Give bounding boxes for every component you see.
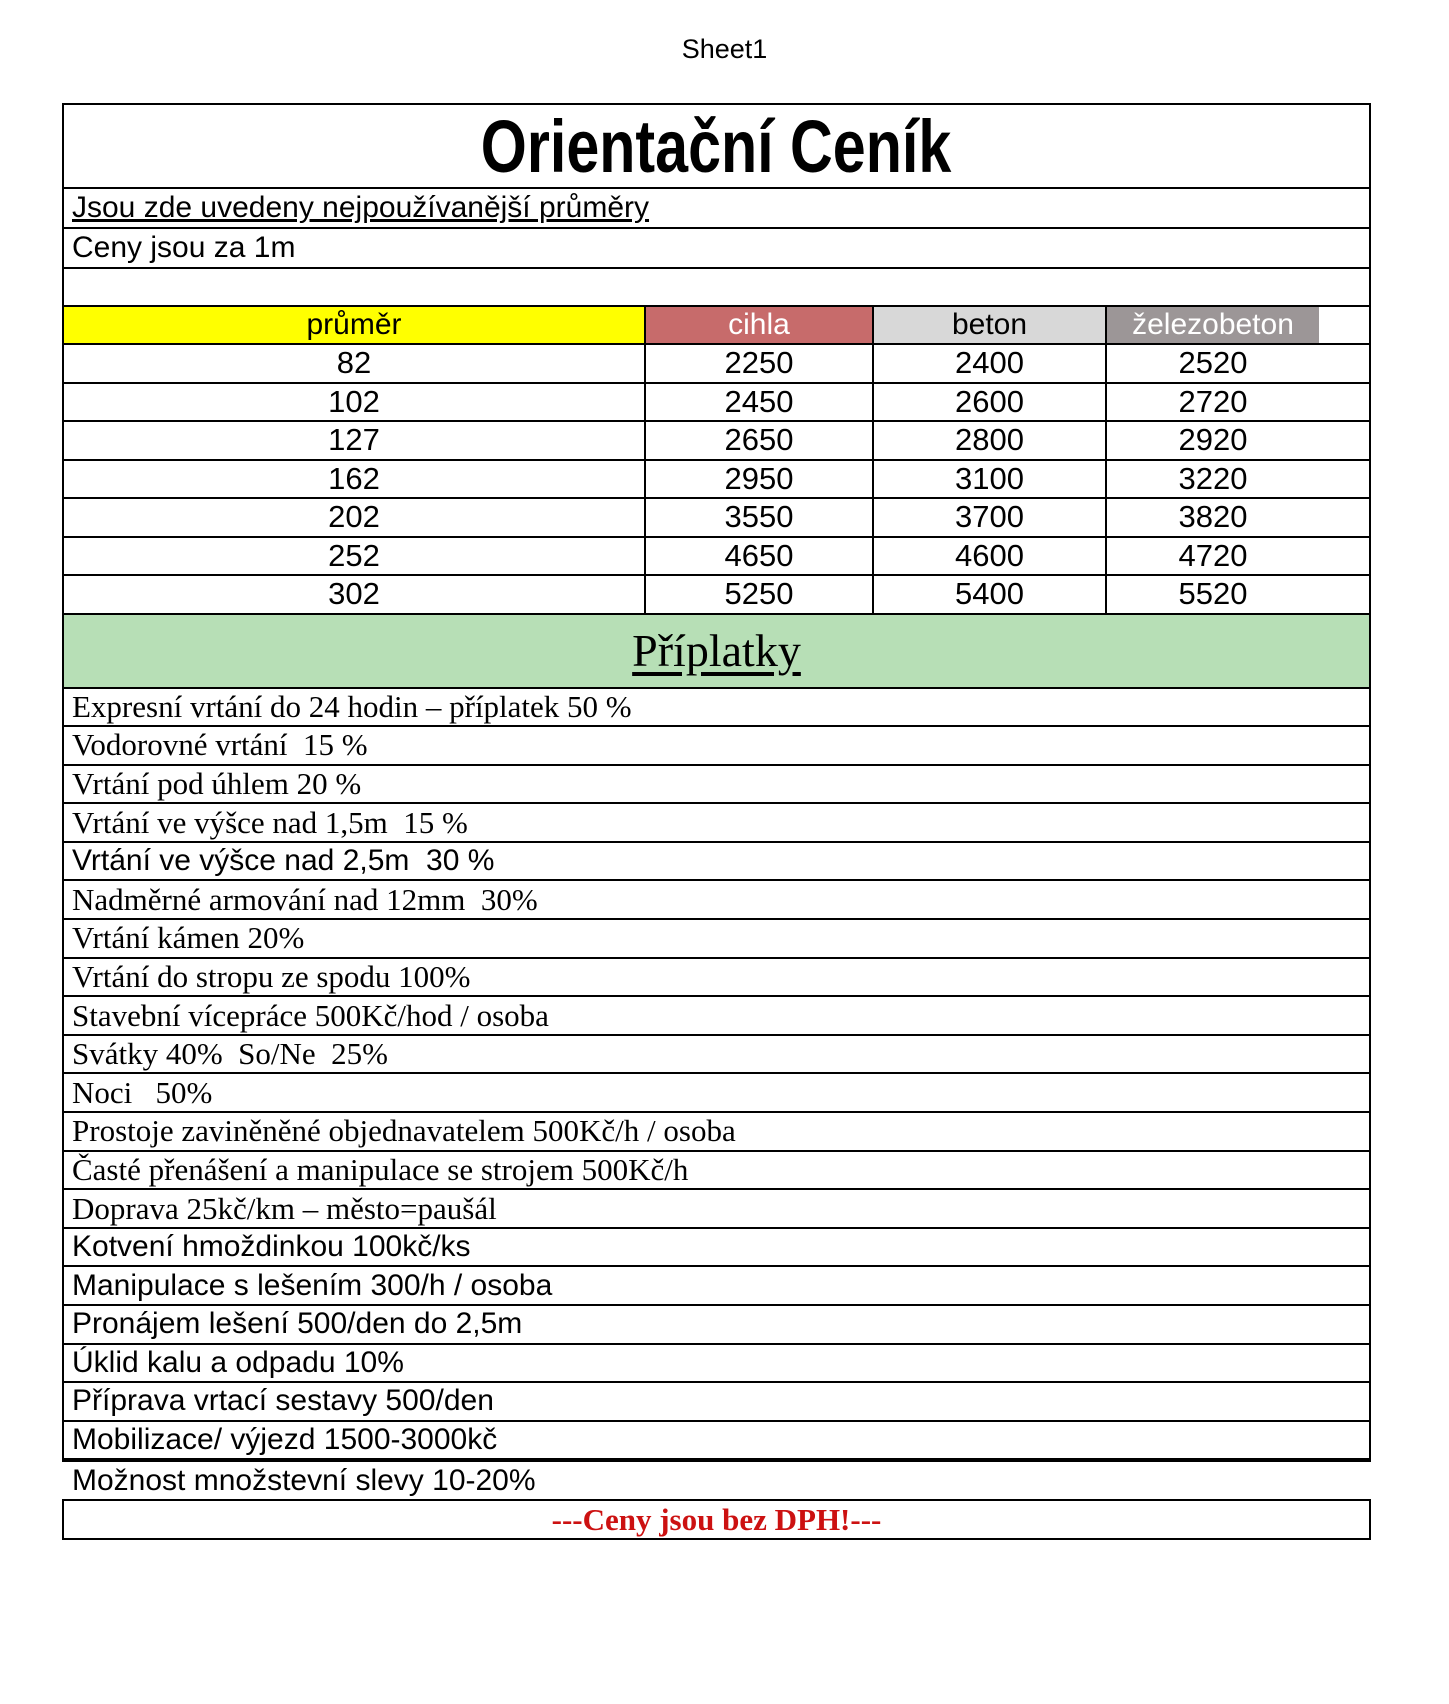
document-title: Orientační Ceník <box>481 104 952 188</box>
price-cell-spacer <box>1319 499 1369 536</box>
price-cell: 3220 <box>1178 460 1248 496</box>
subtitle-row-1 <box>64 189 1369 229</box>
price-row <box>64 538 1369 577</box>
surcharge-item: Vodorovné vrtání 15 % <box>64 727 1369 766</box>
price-list-document <box>62 103 1371 1540</box>
surcharges-heading-band <box>64 615 1369 689</box>
price-cell-spacer <box>1319 461 1369 498</box>
price-row <box>64 422 1369 461</box>
price-cell: 5520 <box>1178 576 1248 612</box>
price-cell: 2600 <box>874 384 1107 421</box>
price-cell: 2650 <box>646 422 874 459</box>
price-cell: 127 <box>64 422 646 459</box>
subtitle-row-2 <box>64 229 1369 269</box>
surcharge-item: Mobilizace/ výjezd 1500-3000kč <box>64 1422 1369 1461</box>
price-col-header: beton <box>874 307 1107 343</box>
price-cell: 4600 <box>874 538 1107 575</box>
surcharge-item: Vrtání pod úhlem 20 % <box>64 766 1369 805</box>
price-row <box>64 384 1369 423</box>
price-cell: 2400 <box>874 345 1107 382</box>
surcharge-item: Svátky 40% So/Ne 25% <box>64 1036 1369 1075</box>
surcharge-item: Časté přenášení a manipulace se strojem 500Kč/h <box>64 1152 1369 1191</box>
price-cell: 5400 <box>874 576 1107 613</box>
vat-note-box <box>62 1499 1371 1540</box>
surcharge-item: Příprava vrtací sestavy 500/den <box>64 1383 1369 1422</box>
surcharge-item: Kotvení hmoždinkou 100kč/ks <box>64 1229 1369 1268</box>
price-cell: 3100 <box>874 461 1107 498</box>
price-cell: 162 <box>64 461 646 498</box>
subtitle-text-2: Ceny jsou za 1m <box>72 231 296 264</box>
surcharge-item: Vrtání ve výšce nad 2,5m 30 % <box>64 843 1369 882</box>
price-row <box>64 345 1369 384</box>
price-cell: 2450 <box>646 384 874 421</box>
price-cell-spacer <box>1319 538 1369 575</box>
price-col-header: železobeton <box>1107 307 1319 343</box>
price-cell: 3550 <box>646 499 874 536</box>
price-cell: 3700 <box>874 499 1107 536</box>
sheet-tab-label: Sheet1 <box>681 34 768 64</box>
price-col-header: cihla <box>646 307 874 343</box>
price-cell: 302 <box>64 576 646 613</box>
price-cell: 82 <box>64 345 646 382</box>
price-cell: 4650 <box>646 538 874 575</box>
surcharges-heading: Příplatky <box>632 625 801 676</box>
price-cell: 2920 <box>1178 422 1248 458</box>
surcharge-item: Nadměrné armování nad 12mm 30% <box>64 881 1369 920</box>
surcharge-item: Pronájem lešení 500/den do 2,5m <box>64 1306 1369 1345</box>
surcharge-item: Manipulace s lešením 300/h / osoba <box>64 1267 1369 1306</box>
surcharge-item: Prostoje zaviněněné objednavatelem 500Kč/h / osoba <box>64 1113 1369 1152</box>
surcharge-item: Noci 50% <box>64 1074 1369 1113</box>
spacer-row <box>64 269 1369 307</box>
price-cell-spacer <box>1319 345 1369 382</box>
subtitle-text-1: Jsou zde uvedeny nejpoužívanější průměry <box>72 191 650 224</box>
price-cell: 2950 <box>646 461 874 498</box>
price-table-body <box>64 345 1369 615</box>
price-cell-spacer <box>1319 422 1369 459</box>
surcharge-item: Vrtání do stropu ze spodu 100% <box>64 959 1369 998</box>
price-cell: 2250 <box>646 345 874 382</box>
header-spacer <box>1319 307 1369 343</box>
surcharge-item: Vrtání ve výšce nad 1,5m 15 % <box>64 804 1369 843</box>
surcharge-item: Expresní vrtání do 24 hodin – příplatek 50 % <box>64 689 1369 728</box>
surcharge-item: Vrtání kámen 20% <box>64 920 1369 959</box>
price-cell: 2720 <box>1178 383 1248 419</box>
surcharge-item: Úklid kalu a odpadu 10% <box>64 1345 1369 1384</box>
surcharge-item: Doprava 25kč/km – město=paušál <box>64 1190 1369 1229</box>
surcharge-item: Možnost množstevní slevy 10-20% <box>72 1463 536 1497</box>
price-row <box>64 576 1369 615</box>
price-col-header: průměr <box>64 307 646 343</box>
price-cell: 3820 <box>1178 499 1248 535</box>
price-cell: 102 <box>64 384 646 421</box>
price-cell-spacer <box>1319 576 1369 613</box>
price-row <box>64 499 1369 538</box>
price-row <box>64 461 1369 500</box>
price-cell: 4720 <box>1178 537 1248 573</box>
price-cell: 252 <box>64 538 646 575</box>
price-cell-spacer <box>1319 384 1369 421</box>
surcharge-item: Stavební vícepráce 500Kč/hod / osoba <box>64 997 1369 1036</box>
price-cell: 2520 <box>1178 345 1248 381</box>
price-table-header <box>64 307 1369 345</box>
price-cell: 202 <box>64 499 646 536</box>
price-cell: 5250 <box>646 576 874 613</box>
vat-note: ---Ceny jsou bez DPH!--- <box>551 1501 882 1537</box>
surcharge-loose-row <box>62 1462 1371 1499</box>
main-table-box <box>62 103 1371 1462</box>
surcharge-list <box>64 689 1369 1461</box>
price-cell: 2800 <box>874 422 1107 459</box>
document-title-row <box>64 105 1369 189</box>
